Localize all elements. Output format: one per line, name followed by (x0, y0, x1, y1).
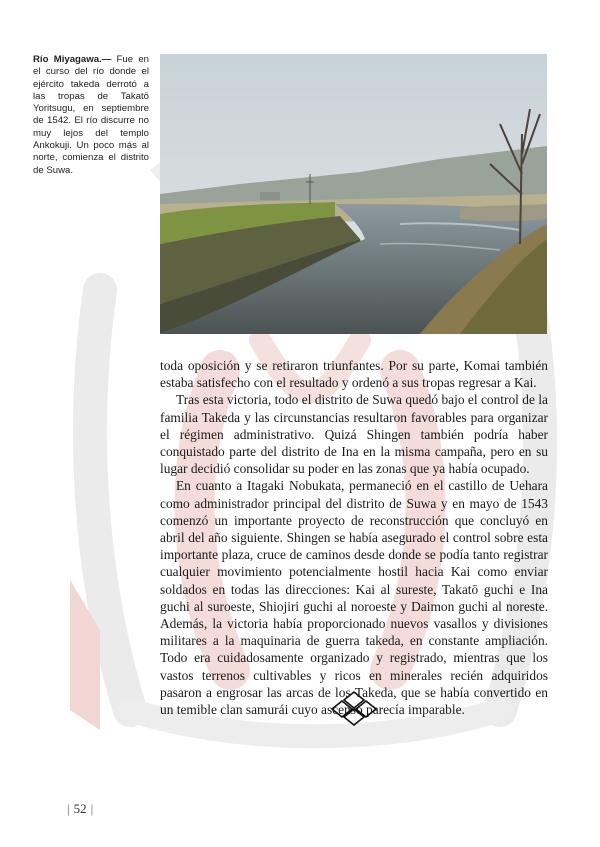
photo-caption (33, 54, 149, 177)
river-photo (160, 54, 547, 334)
caption-text: Fue en el curso del río donde el ejército takeda derrotó a las tropas de Takatō Yoritsugu, en septiembre de 1542. El río discurre no muy lejos del templo Ankokuji. Un poco más al norte, comienza el distrito de Suwa. (33, 54, 149, 176)
body-text (160, 357, 548, 718)
paragraph-2: Tras esta victoria, todo el distrito de Suwa quedó bajo el control de la familia Takeda y las circunstancias resultaron favorables para organizar el régimen administrativo. Quizá Shingen también podría haber conquistado parte del distrito de Ina en la misma campaña, pero en su lugar decidió consolidar su poder en las zonas que ya había ocupado. (160, 392, 548, 477)
paragraph-1: toda oposición y se retiraron triunfantes. Por su parte, Komai también estaba satisfecho con el resultado y ordenó a sus tropas regresar a Kai. (160, 358, 548, 391)
page-number-value: 52 (73, 801, 87, 816)
caption-title: Río Miyagawa.— (33, 54, 112, 65)
diamond-ornament (326, 690, 382, 726)
page-number: | 52 | (67, 801, 94, 816)
paragraph-3: En cuanto a Itagaki Nobukata, permaneció en el castillo de Uehara como administrador principal del distrito de Suwa y en mayo de 1543 comenzó un importante proyecto de reconstrucción que concluyó en abril del año siguiente. Shingen se había asegurado el control sobre esta importante plaza, cruce de caminos desde donde se podía tanto registrar cualquier movimiento potencialmente hostil hacia Kai como enviar soldados en todas las direcciones: Kai al sureste, Takatō guchi e Ina guchi al suroeste, Shiojiri guchi al noroeste y Daimon guchi al noreste. Además, la victoria había proporcionado nuevos vasallos y divisiones militares a la maquinaria de guerra takeda, en constante ampliación. Todo era cuidadosamente organizado y registrado, mientras que los vastos terrenos cultivables y ricos en minerales recién adquiridos pasaron a engrosar las arcas de los Takeda, que se había convertido en un temible clan samurái cuyo ascenso parecía imparable. (160, 478, 548, 718)
